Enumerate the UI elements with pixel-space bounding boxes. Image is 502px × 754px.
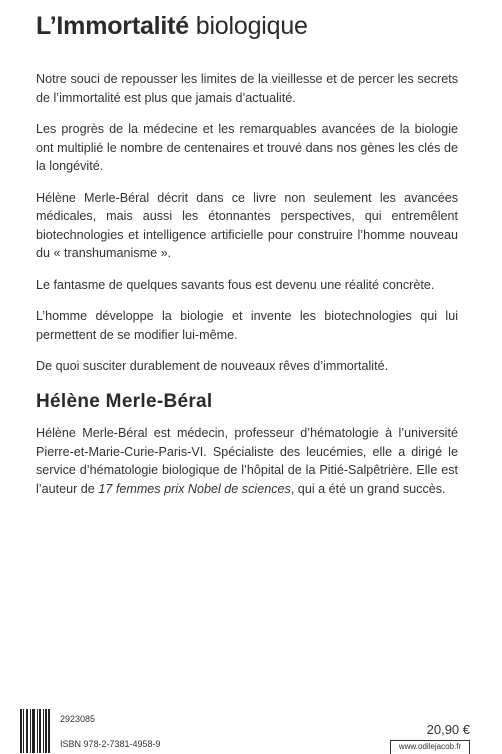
blurb-paragraph: Les progrès de la médecine et les remarquables avancées de la biologie ont multiplié le nombre de centenaires et trouvé dans nos gènes les clés de la longévité. xyxy=(36,122,458,173)
blurb-paragraph: Notre souci de repousser les limites de la vieillesse et de percer les secrets de l’immortalité est plus que jamais d’actualité. xyxy=(36,72,458,105)
author-heading: Hélène Merle-Béral xyxy=(36,391,213,412)
author-bio xyxy=(36,424,458,498)
publisher-url: www.odilejacob.fr xyxy=(390,740,470,754)
blurb-paragraph: De quoi susciter durablement de nouveaux rêves d’immortalité. xyxy=(36,359,389,373)
bio-book-title: 17 femmes prix Nobel de sciences xyxy=(98,481,291,496)
product-code: 2923085 xyxy=(60,714,96,724)
blurb-paragraph: Le fantasme de quelques savants fous est devenu une réalité concrète. xyxy=(36,277,435,292)
isbn: ISBN 978-2-7381-4958-9 xyxy=(60,739,161,749)
title-regular-part: biologique xyxy=(195,12,308,40)
bio-text: Hélène Merle-Béral est médecin, professeur d’hématologie à l’université Pierre-et-Marie-Curie-Paris-VI. Spécialiste des leucémies, elle a dirigé le service d’hématologie biologique de l’hôpital de la Pitié-Salpêtrière. Elle est l’auteur de xyxy=(36,426,458,496)
book-title xyxy=(36,12,308,41)
back-cover-blurb xyxy=(36,70,458,389)
price: 20,90 € xyxy=(426,722,470,737)
barcode-block xyxy=(20,697,190,753)
barcode-icon xyxy=(20,709,50,753)
blurb-paragraph: Hélène Merle-Béral décrit dans ce livre non seulement les avancées médicales, mais aussi les étonnantes perspectives, qui entremêlent biotechnologies et intelligence artificielle pour construire l’homme nouveau du « transhumanisme ». xyxy=(36,190,458,260)
title-bold-part: L’Immortalité xyxy=(36,12,189,40)
blurb-paragraph: L’homme développe la biologie et invente les biotechnologies qui lui permettent de se modifier lui-même. xyxy=(36,309,458,342)
bio-text-end: , qui a été un grand succès. xyxy=(290,481,446,496)
